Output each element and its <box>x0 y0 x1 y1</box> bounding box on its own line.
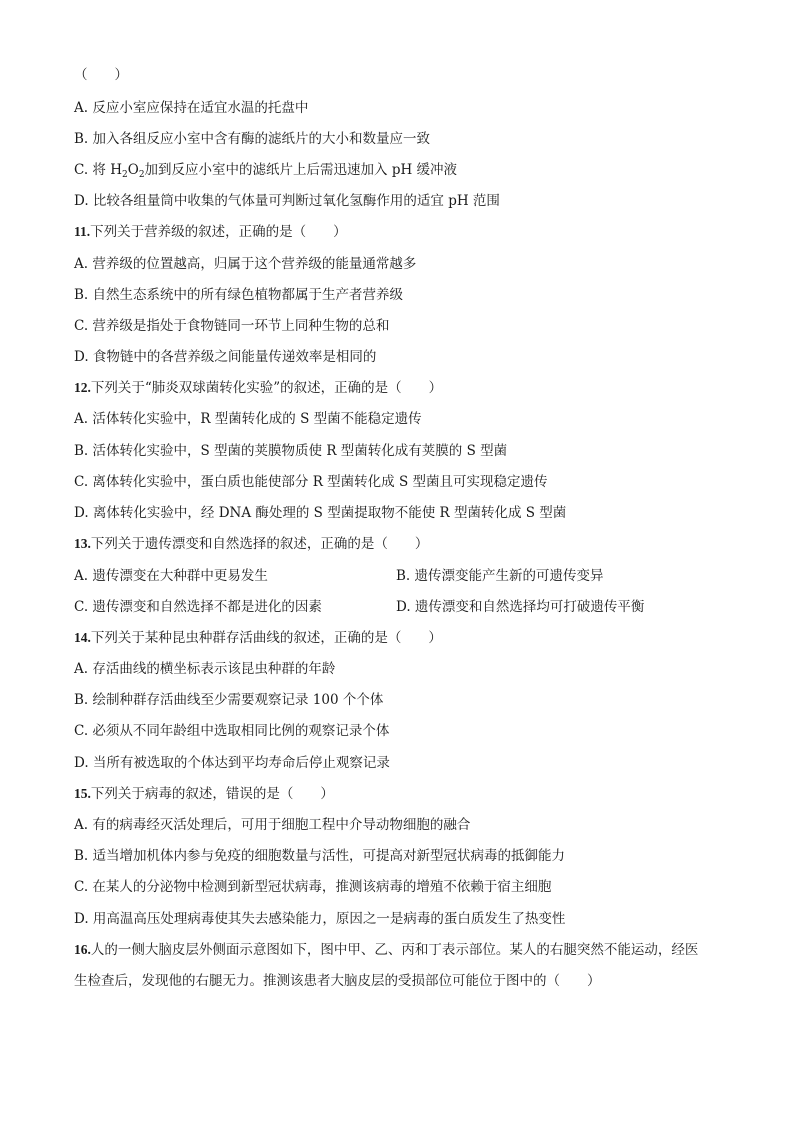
q10-option-a: A. 反应小室应保持在适宜水温的托盘中 <box>74 100 309 116</box>
q15-text: 下列关于病毒的叙述，错误的是（ ） <box>90 786 334 802</box>
q15-number: 15. <box>74 786 91 801</box>
q12-option-c: C. 离体转化实验中，蛋白质也能使部分 R 型菌转化成 S 型菌且可实现稳定遗传 <box>74 474 548 490</box>
q10-option-c <box>74 161 457 179</box>
q12-option-a: A. 活体转化实验中，R 型菌转化成的 S 型菌不能稳定遗传 <box>74 411 422 427</box>
answer-bracket: （ ） <box>74 67 128 83</box>
q15-stem <box>74 785 334 803</box>
q13-number: 13. <box>74 536 91 551</box>
q10c-text-pre: C. 将 H <box>74 162 122 178</box>
q11-option-c: C. 营养级是指处于食物链同一环节上同种生物的总和 <box>74 318 390 334</box>
q15-option-b: B. 适当增加机体内参与免疫的细胞数量与活性，可提高对新型冠状病毒的抵御能力 <box>74 848 566 864</box>
q11-stem <box>74 223 347 241</box>
q11-number: 11. <box>74 224 91 239</box>
q13-option-b: B. 遗传漂变能产生新的可遗传变异 <box>396 568 604 584</box>
q15-option-c: C. 在某人的分泌物中检测到新型冠状病毒，推测该病毒的增殖不依赖于宿主细胞 <box>74 879 552 895</box>
q14-option-c: C. 必须从不同年龄组中选取相同比例的观察记录个体 <box>74 723 390 739</box>
q13-option-d: D. 遗传漂变和自然选择均可打破遗传平衡 <box>396 599 645 615</box>
q11-text: 下列关于营养级的叙述，正确的是（ ） <box>90 224 347 240</box>
q14-option-a: A. 存活曲线的横坐标表示该昆虫种群的年龄 <box>74 661 336 677</box>
q10c-text-mid: O <box>127 162 139 178</box>
q16-stem-line1 <box>74 941 698 959</box>
q14-number: 14. <box>74 630 91 645</box>
q10c-text-post: 加到反应小室中的滤纸片上后需迅速加入 pH 缓冲液 <box>144 162 458 178</box>
q16-number: 16. <box>74 942 91 957</box>
q16-stem-line2: 生检查后，发现他的右腿无力。推测该患者大脑皮层的受损部位可能位于图中的（ ） <box>74 973 601 989</box>
q15-option-d: D. 用高温高压处理病毒使其失去感染能力，原因之一是病毒的蛋白质发生了热变性 <box>74 911 566 927</box>
q13-stem <box>74 535 428 553</box>
q12-text: 下列关于“肺炎双球菌转化实验”的叙述，正确的是（ ） <box>90 380 443 396</box>
q14-option-d: D. 当所有被选取的个体达到平均寿命后停止观察记录 <box>74 755 390 771</box>
q14-stem <box>74 629 442 647</box>
q13-option-a: A. 遗传漂变在大种群中更易发生 <box>74 568 268 584</box>
q10-option-d: D. 比较各组量筒中收集的气体量可判断过氧化氢酶作用的适宜 pH 范围 <box>74 193 500 209</box>
q12-option-b: B. 活体转化实验中，S 型菌的荚膜物质使 R 型菌转化成有荚膜的 S 型菌 <box>74 443 508 459</box>
q12-stem <box>74 379 442 397</box>
q10c-subscript-1: 2 <box>122 170 128 180</box>
q12-option-d: D. 离体转化实验中，经 DNA 酶处理的 S 型菌提取物不能使 R 型菌转化成 S 型菌 <box>74 505 567 521</box>
q15-option-a: A. 有的病毒经灭活处理后，可用于细胞工程中介导动物细胞的融合 <box>74 817 471 833</box>
q14-text: 下列关于某种昆虫种群存活曲线的叙述，正确的是（ ） <box>90 630 442 646</box>
q14-option-b: B. 绘制种群存活曲线至少需要观察记录 100 个个体 <box>74 692 384 708</box>
q10-option-b: B. 加入各组反应小室中含有酶的滤纸片的大小和数量应一致 <box>74 131 431 147</box>
q10c-subscript-2: 2 <box>138 170 145 180</box>
q12-number: 12. <box>74 380 91 395</box>
q11-option-d: D. 食物链中的各营养级之间能量传递效率是相同的 <box>74 349 377 365</box>
q16-text-line1: 人的一侧大脑皮层外侧面示意图如下，图中甲、乙、丙和丁表示部位。某人的右腿突然不能运动，经医 <box>90 942 699 958</box>
q13-text: 下列关于遗传漂变和自然选择的叙述，正确的是（ ） <box>90 536 429 552</box>
q13-option-c: C. 遗传漂变和自然选择不都是进化的因素 <box>74 599 322 615</box>
q11-option-a: A. 营养级的位置越高，归属于这个营养级的能量通常越多 <box>74 256 417 272</box>
q11-option-b: B. 自然生态系统中的所有绿色植物都属于生产者营养级 <box>74 287 404 303</box>
